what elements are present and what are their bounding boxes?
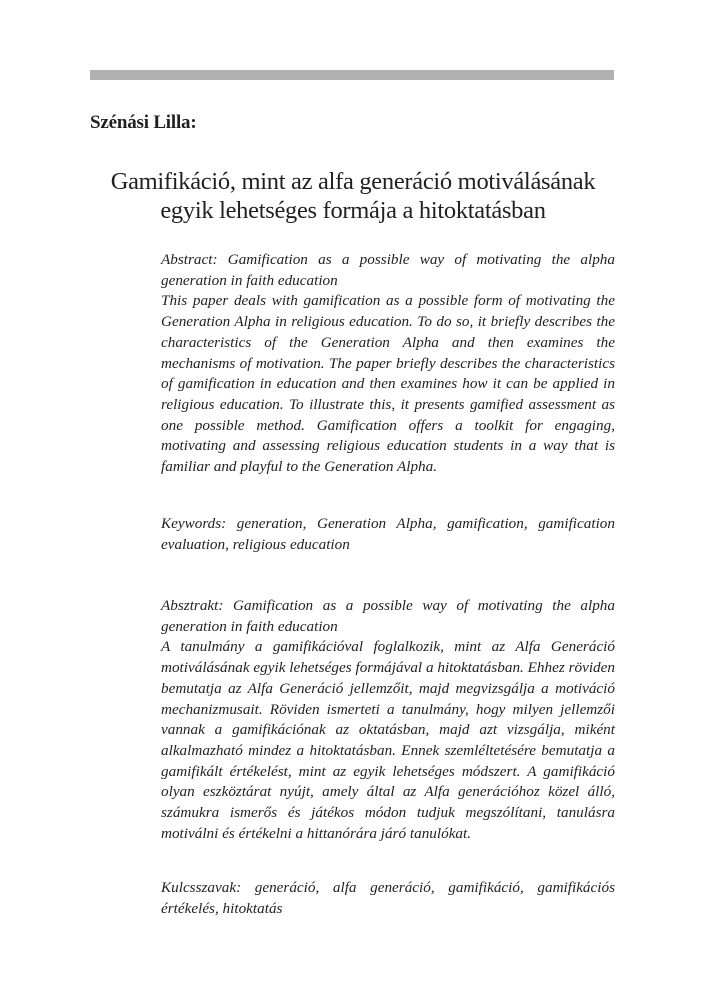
- keywords-hungarian: [161, 878, 615, 919]
- title-line-1: Gamifikáció, mint az alfa generáció motiválásának: [110, 168, 596, 195]
- abstract-hungarian-heading: Absztrakt: Gamification as a possible way of motivating the alpha generation in faith education: [161, 597, 615, 635]
- paper-title: [80, 167, 626, 225]
- abstract-english-heading: Abstract: Gamification as a possible way of motivating the alpha generation in faith education: [161, 251, 615, 289]
- keywords-english-text: Keywords: generation, Generation Alpha, gamification, gamification evaluation, religious education: [161, 515, 615, 553]
- keywords-hungarian-text: Kulcsszavak: generáció, alfa generáció, gamifikáció, gamifikációs értékelés, hitoktatás: [161, 879, 615, 917]
- keywords-english: [161, 514, 615, 555]
- abstract-hungarian-body: A tanulmány a gamifikációval foglalkozik, mint az Alfa Generáció motiválásának egyik lehetséges formájával a hitoktatásban. Ehhez röviden bemutatja az Alfa Generáció jellemzőit, majd megvizsgálja a motiváció mechanizmusait. Röviden ismerteti a tanulmány, hogy milyen jellemzői vannak a gamifikációnak az oktatásban, majd azt vizsgálja, miként alkalmazható mindez a hitoktatásban. Ennek szemléltetésére bemutatja a gamifikált értékelést, mint az egyik lehetséges módszert. A gamifikáció olyan eszköztárat nyújt, amely által az Alfa generációhoz közel álló, számukra ismerős és játékos módon tudjuk megszólítani, tanulásra motiválni és értékelni a hittanórára járó tanulókat.: [161, 638, 615, 842]
- author-name: Szénási Lilla:: [90, 112, 197, 133]
- abstract-hungarian: [161, 596, 615, 844]
- header-rule: [90, 70, 614, 80]
- title-line-2: egyik lehetséges formája a hitoktatásban: [160, 197, 546, 224]
- abstract-english-body: This paper deals with gamification as a possible form of motivating the Generation Alpha in religious education. To do so, it briefly describes the characteristics of the Generation Alpha and then examines the mechanisms of motivation. The paper briefly describes the characteristics of gamification in education and then examines how it can be applied in religious education. To illustrate this, it presents gamified assessment as one possible method. Gamification offers a toolkit for engaging, motivating and assessing religious education students in a way that is familiar and playful to the Generation Alpha.: [161, 292, 615, 476]
- abstract-english: [161, 250, 615, 478]
